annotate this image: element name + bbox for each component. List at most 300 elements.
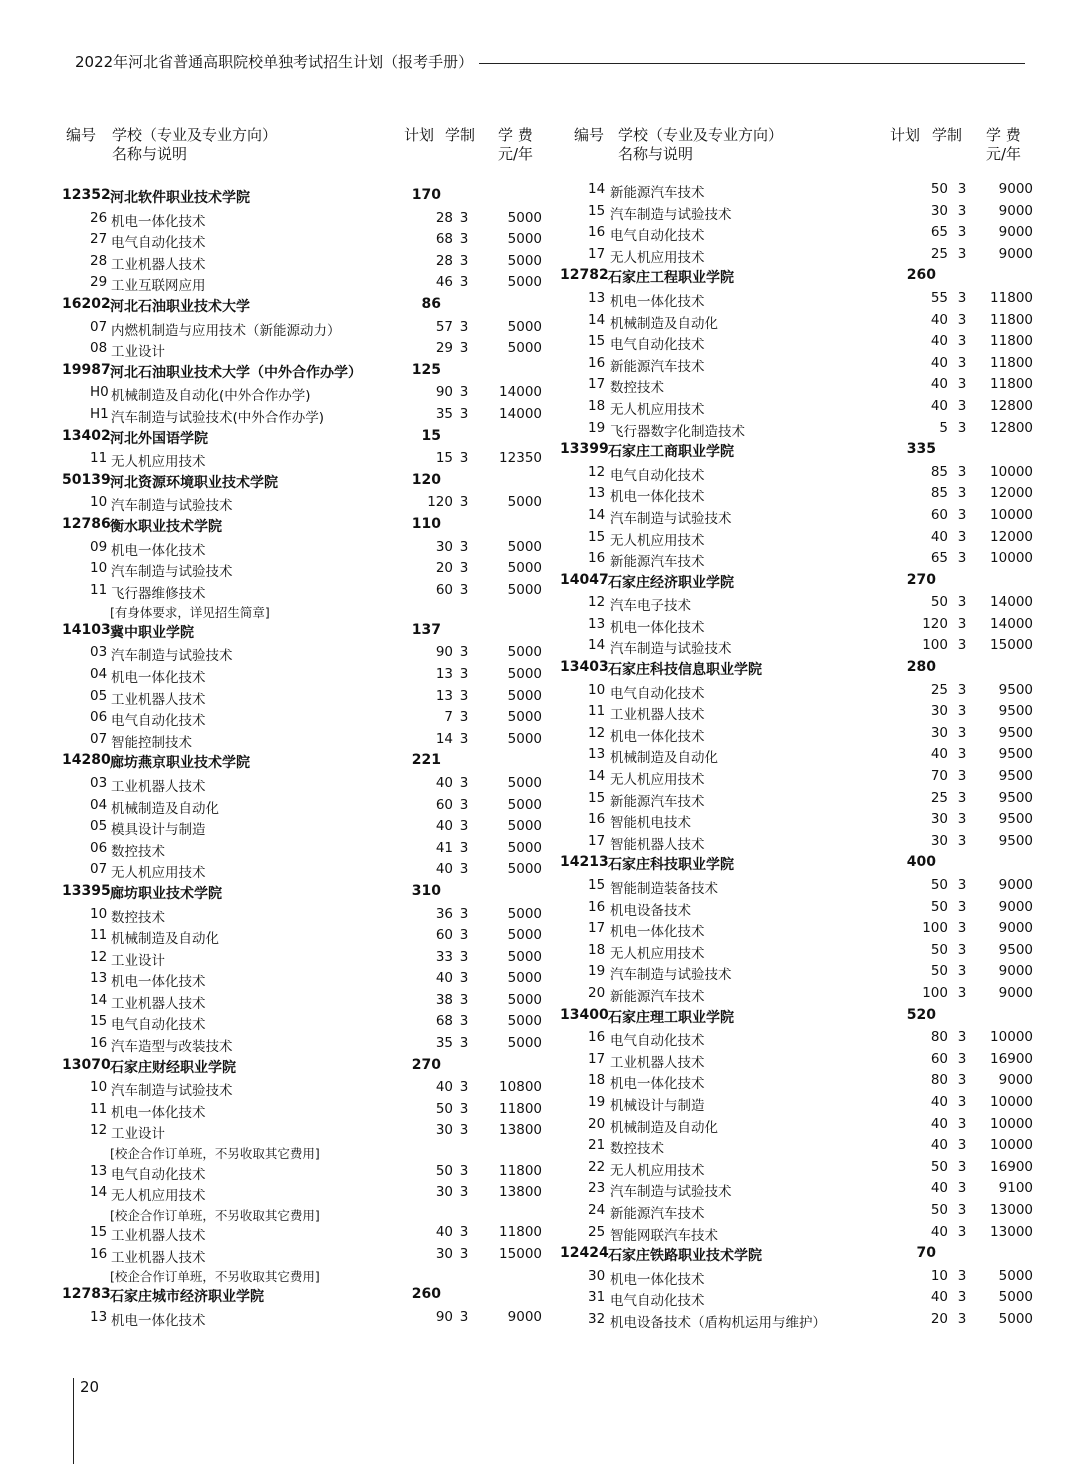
major-name: 机电一体化技术 (610, 489, 705, 506)
school-plan-total: 120 (411, 471, 441, 488)
school-row (62, 469, 552, 492)
school-code: 13402 (62, 427, 111, 444)
major-plan: 5 (939, 419, 948, 436)
major-plan: 29 (435, 340, 453, 357)
major-plan: 40 (930, 1289, 948, 1306)
major-plan: 70 (930, 768, 948, 785)
major-row (62, 228, 552, 250)
major-row (62, 381, 552, 403)
major-fee: 5000 (507, 861, 542, 878)
major-plan: 40 (930, 1093, 948, 1110)
major-fee: 10000 (990, 550, 1033, 567)
major-number: 18 (588, 941, 606, 958)
school-name: 廊坊燕京职业技术学院 (110, 755, 250, 772)
major-name: 无人机应用技术 (610, 1162, 705, 1179)
major-years: 3 (459, 927, 469, 944)
major-years: 3 (957, 594, 967, 611)
major-number: 03 (90, 644, 108, 661)
major-plan: 65 (930, 224, 948, 241)
major-plan: 10 (930, 1267, 948, 1284)
major-fee: 5000 (507, 905, 542, 922)
major-plan: 40 (930, 1180, 948, 1197)
major-name: 机电一体化技术 (610, 1271, 705, 1288)
major-plan: 15 (435, 450, 453, 467)
major-fee: 12000 (990, 485, 1033, 502)
header-school-sub: 名称与说明 (112, 145, 188, 163)
major-plan: 100 (922, 637, 948, 654)
major-fee: 5000 (998, 1267, 1033, 1284)
major-number: 14 (90, 1184, 108, 1201)
major-fee: 9500 (998, 703, 1033, 720)
major-plan: 50 (930, 963, 948, 980)
major-number: 12 (90, 1122, 108, 1139)
major-number: 09 (90, 538, 108, 555)
major-name: 电气自动化技术 (610, 1293, 705, 1310)
major-years: 3 (957, 746, 967, 763)
header-years: 学制 (445, 126, 476, 144)
major-row (560, 634, 1045, 656)
major-row (560, 417, 1045, 439)
school-name: 石家庄铁路职业技术学院 (608, 1248, 762, 1265)
major-years: 3 (957, 1289, 967, 1306)
major-name: 机电一体化技术 (111, 669, 206, 686)
major-row (62, 1119, 552, 1141)
major-number: 12 (588, 594, 606, 611)
major-fee: 5000 (507, 274, 542, 291)
header-years: 学制 (932, 126, 963, 144)
major-years: 3 (957, 463, 967, 480)
school-row (560, 1004, 1045, 1027)
major-number: 16 (588, 550, 606, 567)
major-fee: 10000 (990, 463, 1033, 480)
major-row (560, 1026, 1045, 1048)
major-plan: 30 (930, 202, 948, 219)
major-years: 3 (459, 384, 469, 401)
major-plan: 40 (930, 376, 948, 393)
major-number: 12 (588, 463, 606, 480)
major-number: 16 (588, 898, 606, 915)
major-name: 无人机应用技术 (610, 532, 705, 549)
major-row (560, 352, 1045, 374)
major-plan: 40 (930, 333, 948, 350)
major-name: 汽车制造与试验技术 (610, 641, 732, 658)
major-row (560, 700, 1045, 722)
major-row (62, 271, 552, 293)
major-fee: 13000 (990, 1201, 1033, 1218)
major-fee: 12800 (990, 419, 1033, 436)
school-plan-total: 270 (411, 1056, 441, 1073)
major-row (560, 373, 1045, 395)
major-number: 12 (90, 948, 108, 965)
school-plan-total: 86 (421, 295, 441, 312)
major-name: 汽车电子技术 (610, 598, 691, 615)
major-number: 25 (588, 1223, 606, 1240)
school-code: 14213 (560, 854, 609, 871)
major-fee: 9000 (998, 963, 1033, 980)
major-name: 电气自动化技术 (111, 1166, 206, 1183)
major-years: 3 (459, 1308, 469, 1325)
major-name: 工业设计 (111, 1126, 165, 1143)
major-fee: 5000 (507, 318, 542, 335)
major-row (560, 1134, 1045, 1156)
major-fee: 15000 (990, 637, 1033, 654)
header-fee-unit: 元/年 (498, 145, 534, 163)
page-number: 20 (73, 1378, 99, 1464)
major-name: 汽车制造与试验技术 (111, 1083, 233, 1100)
major-name: 机械制造及自动化 (610, 750, 718, 767)
major-plan: 20 (930, 1310, 948, 1327)
major-row (560, 395, 1045, 417)
school-code: 13070 (62, 1056, 111, 1073)
major-years: 3 (957, 789, 967, 806)
major-number: 17 (588, 1050, 606, 1067)
major-number: 22 (588, 1158, 606, 1175)
major-row (62, 1010, 552, 1032)
school-code: 12783 (62, 1285, 111, 1302)
major-years: 3 (957, 920, 967, 937)
major-fee: 5000 (507, 340, 542, 357)
major-fee: 9000 (998, 1072, 1033, 1089)
major-years: 3 (459, 1013, 469, 1030)
major-fee: 5000 (998, 1289, 1033, 1306)
major-fee: 9500 (998, 832, 1033, 849)
major-name: 智能控制技术 (111, 734, 192, 751)
major-plan: 25 (930, 789, 948, 806)
school-code: 50139 (62, 471, 111, 488)
major-plan: 30 (930, 703, 948, 720)
major-fee: 9500 (998, 681, 1033, 698)
major-fee: 5000 (507, 538, 542, 555)
major-name: 新能源汽车技术 (610, 358, 705, 375)
major-name: 数控技术 (610, 380, 664, 397)
major-number: 10 (90, 1079, 108, 1096)
major-plan: 40 (435, 818, 453, 835)
major-name: 汽车制造与试验技术 (610, 1184, 732, 1201)
major-row (62, 663, 552, 685)
major-name: 数控技术 (111, 843, 165, 860)
major-fee: 9000 (998, 898, 1033, 915)
major-row (62, 772, 552, 794)
major-years: 3 (459, 1184, 469, 1201)
school-name: 石家庄理工职业学院 (608, 1009, 734, 1026)
major-plan: 50 (930, 181, 948, 197)
header-fee-unit: 元/年 (986, 145, 1022, 163)
major-plan: 46 (435, 274, 453, 291)
major-plan: 40 (435, 970, 453, 987)
major-name: 工业机器人技术 (111, 778, 206, 795)
school-code: 13399 (560, 441, 609, 458)
major-row (62, 1243, 552, 1265)
school-code: 12782 (560, 267, 609, 284)
major-name: 机械制造及自动化 (111, 800, 219, 817)
major-name: 工业机器人技术 (111, 256, 206, 273)
major-years: 3 (459, 818, 469, 835)
major-fee: 9000 (998, 202, 1033, 219)
major-row (62, 250, 552, 272)
major-row (62, 728, 552, 750)
major-number: 15 (90, 1013, 108, 1030)
major-plan: 60 (435, 927, 453, 944)
major-name: 无人机应用技术 (610, 401, 705, 418)
major-plan: 68 (435, 231, 453, 248)
column-header-right (560, 122, 1045, 184)
major-row (560, 917, 1045, 939)
major-name: 无人机应用技术 (111, 865, 206, 882)
major-fee: 13800 (499, 1184, 542, 1201)
major-years: 3 (459, 340, 469, 357)
major-number: 10 (90, 560, 108, 577)
major-number: 13 (588, 289, 606, 306)
school-plan-total: 125 (411, 361, 441, 378)
major-fee: 14000 (990, 594, 1033, 611)
major-row (560, 982, 1045, 1004)
major-name: 汽车造型与改装技术 (111, 1039, 233, 1056)
major-number: 16 (90, 1245, 108, 1262)
school-name: 河北软件职业技术学院 (110, 190, 250, 206)
major-number: 14 (588, 768, 606, 785)
major-name: 工业机器人技术 (610, 707, 705, 724)
major-name: 机械制造及自动化 (610, 315, 718, 332)
school-name: 河北石油职业技术大学 (110, 298, 250, 315)
school-row (62, 513, 552, 536)
major-name: 机械设计与制造 (610, 1097, 705, 1114)
major-plan: 90 (435, 644, 453, 661)
school-name: 石家庄财经职业学院 (110, 1059, 236, 1076)
major-name: 无人机应用技术 (610, 249, 705, 266)
major-row (62, 837, 552, 859)
major-plan: 20 (435, 560, 453, 577)
major-fee: 10000 (990, 1093, 1033, 1110)
major-years: 3 (957, 1310, 967, 1327)
major-row (62, 967, 552, 989)
major-years: 3 (957, 245, 967, 262)
major-row (560, 765, 1045, 787)
major-years: 3 (957, 832, 967, 849)
major-number: 16 (588, 354, 606, 371)
major-name: 机电一体化技术 (111, 1312, 206, 1329)
major-years: 3 (957, 224, 967, 241)
major-number: 15 (588, 528, 606, 545)
major-number: 17 (588, 920, 606, 937)
major-number: 27 (90, 231, 108, 248)
major-number: 11 (90, 1100, 108, 1117)
major-row (560, 178, 1045, 200)
major-note: [校企合作订单班，不另收取其它费用] (110, 1207, 320, 1223)
major-name: 工业机器人技术 (111, 691, 206, 708)
major-name: 工业机器人技术 (111, 1228, 206, 1245)
school-row (560, 569, 1045, 592)
major-fee: 14000 (990, 615, 1033, 632)
major-number: 04 (90, 796, 108, 813)
major-fee: 12350 (499, 450, 542, 467)
major-row (62, 924, 552, 946)
major-row (560, 743, 1045, 765)
major-years: 3 (459, 730, 469, 747)
major-plan: 120 (922, 615, 948, 632)
major-number: 13 (588, 615, 606, 632)
major-name: 工业机器人技术 (111, 1249, 206, 1266)
major-plan: 50 (435, 1100, 453, 1117)
major-row (62, 1032, 552, 1054)
school-row (560, 438, 1045, 461)
school-code: 12786 (62, 515, 111, 532)
major-years: 3 (459, 774, 469, 791)
school-name: 石家庄工程职业学院 (608, 270, 734, 287)
page-header (75, 50, 1025, 72)
major-number: 10 (588, 681, 606, 698)
major-plan: 60 (930, 1050, 948, 1067)
note-row (62, 1141, 552, 1160)
major-number: 04 (90, 665, 108, 682)
major-row (560, 939, 1045, 961)
major-note: [校企合作订单班，不另收取其它费用] (110, 1146, 320, 1162)
major-name: 数控技术 (610, 1141, 664, 1158)
major-name: 新能源汽车技术 (610, 793, 705, 810)
major-name: 电气自动化技术 (111, 1017, 206, 1034)
major-plan: 40 (930, 397, 948, 414)
major-name: 内燃机制造与应用技术（新能源动力） (111, 322, 341, 339)
major-plan: 68 (435, 1013, 453, 1030)
major-years: 3 (459, 581, 469, 598)
major-name: 机电一体化技术 (111, 542, 206, 559)
major-row (560, 200, 1045, 222)
major-fee: 5000 (507, 991, 542, 1008)
major-number: 16 (90, 1035, 108, 1052)
school-plan-total: 15 (421, 427, 441, 444)
major-plan: 90 (435, 384, 453, 401)
major-row (560, 613, 1045, 635)
major-fee: 14000 (499, 405, 542, 422)
major-fee: 9000 (998, 984, 1033, 1001)
major-years: 3 (459, 948, 469, 965)
left-rows (62, 184, 552, 1327)
school-name: 石家庄工商职业学院 (608, 444, 734, 461)
school-code: 13400 (560, 1006, 609, 1023)
major-plan: 40 (930, 746, 948, 763)
major-plan: 30 (435, 538, 453, 555)
major-row (62, 989, 552, 1011)
major-years: 3 (957, 1137, 967, 1154)
school-row (560, 851, 1045, 874)
major-plan: 57 (435, 318, 453, 335)
major-name: 机械制造及自动化 (610, 1119, 718, 1136)
major-plan: 50 (435, 1162, 453, 1179)
major-number: H0 (90, 384, 109, 401)
major-name: 机电一体化技术 (610, 728, 705, 745)
major-fee: 9000 (998, 920, 1033, 937)
school-plan-total: 310 (411, 882, 441, 899)
major-plan: 30 (435, 1245, 453, 1262)
header-title: 2022年河北省普通高职院校单独考试招生计划（报考手册） (75, 52, 474, 71)
school-plan-total: 137 (411, 621, 441, 638)
school-code: 13395 (62, 882, 111, 899)
major-plan: 50 (930, 1158, 948, 1175)
major-plan: 60 (930, 506, 948, 523)
major-fee: 14000 (499, 384, 542, 401)
major-name: 机电设备技术（盾构机运用与维护） (610, 1314, 826, 1331)
school-name: 冀中职业学院 (110, 624, 194, 641)
major-fee: 5000 (507, 231, 542, 248)
major-name: 工业机器人技术 (610, 1054, 705, 1071)
school-name: 河北外国语学院 (110, 430, 208, 447)
major-fee: 5000 (507, 818, 542, 835)
major-plan: 40 (930, 354, 948, 371)
school-name: 廊坊职业技术学院 (110, 885, 222, 902)
major-name: 模具设计与制造 (111, 822, 206, 839)
major-name: 机电设备技术 (610, 902, 691, 919)
school-row (560, 656, 1045, 679)
major-plan: 30 (435, 1184, 453, 1201)
school-name: 石家庄经济职业学院 (608, 574, 734, 591)
school-name: 衡水职业技术学院 (110, 518, 222, 535)
school-plan-total: 260 (906, 267, 936, 284)
major-fee: 9000 (998, 181, 1033, 197)
major-fee: 11800 (990, 354, 1033, 371)
school-name: 河北资源环境职业技术学院 (110, 474, 278, 491)
major-plan: 33 (435, 948, 453, 965)
header-rule (479, 63, 1025, 64)
major-fee: 5000 (507, 644, 542, 661)
major-number: 10 (90, 494, 108, 511)
major-fee: 5000 (507, 1013, 542, 1030)
major-row (560, 1048, 1045, 1070)
school-plan-total: 70 (916, 1245, 936, 1262)
major-plan: 40 (930, 1223, 948, 1240)
major-number: 11 (90, 927, 108, 944)
major-fee: 5000 (507, 252, 542, 269)
major-number: 14 (588, 311, 606, 328)
major-number: 15 (588, 789, 606, 806)
major-number: 14 (588, 506, 606, 523)
major-number: 24 (588, 1201, 606, 1218)
major-plan: 50 (930, 594, 948, 611)
major-years: 3 (957, 1072, 967, 1089)
major-plan: 120 (427, 494, 453, 511)
major-number: 08 (90, 340, 108, 357)
major-plan: 30 (930, 832, 948, 849)
major-row (560, 787, 1045, 809)
major-years: 3 (459, 991, 469, 1008)
major-number: 05 (90, 687, 108, 704)
major-fee: 5000 (507, 774, 542, 791)
major-number: 17 (588, 376, 606, 393)
major-years: 3 (459, 1162, 469, 1179)
major-name: 无人机应用技术 (111, 1188, 206, 1205)
major-years: 3 (957, 550, 967, 567)
major-name: 汽车制造与试验技术(中外合作办学) (111, 409, 325, 426)
major-years: 3 (957, 984, 967, 1001)
major-years: 3 (459, 1035, 469, 1052)
major-years: 3 (957, 1115, 967, 1132)
major-fee: 5000 (507, 1035, 542, 1052)
major-fee: 10000 (990, 1115, 1033, 1132)
major-fee: 5000 (507, 730, 542, 747)
major-years: 3 (459, 970, 469, 987)
major-name: 新能源汽车技术 (610, 185, 705, 201)
major-plan: 80 (930, 1029, 948, 1046)
major-years: 3 (957, 1158, 967, 1175)
school-plan-total: 260 (411, 1285, 441, 1302)
major-fee: 9100 (998, 1180, 1033, 1197)
major-number: 07 (90, 861, 108, 878)
major-years: 3 (459, 839, 469, 856)
major-name: 电气自动化技术 (111, 713, 206, 730)
major-row (560, 1221, 1045, 1243)
major-number: 20 (588, 1115, 606, 1132)
major-years: 3 (957, 181, 967, 197)
major-row (62, 685, 552, 707)
major-years: 3 (459, 861, 469, 878)
